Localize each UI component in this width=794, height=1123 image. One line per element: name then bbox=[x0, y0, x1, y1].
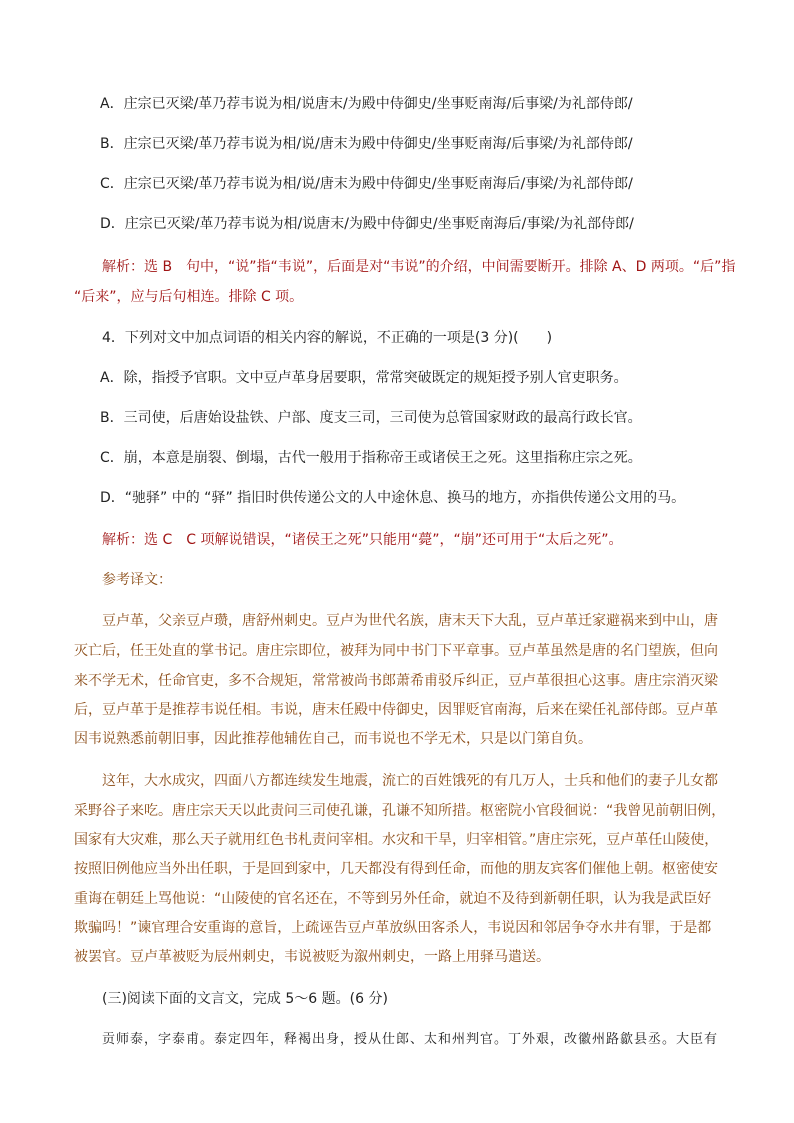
para1-line-5: 因韦说熟悉前朝旧事，因此推荐他辅佐自己，而韦说也不学无术，只是以门第自负。 bbox=[74, 731, 592, 747]
para1-line-2: 灭亡后，任王处直的掌书记。唐庄宗即位，被拜为同中书门下平章事。豆卢革虽然是唐的名门望族，但向 bbox=[74, 643, 718, 659]
para2-line-4: 按照旧例他应当外出任职，于是回到家中，几天都没有得到任命，而他的朋友宾客们催他上朝。枢密使安 bbox=[74, 861, 718, 877]
q3-option-d: D．庄宗已灭梁/革乃荐韦说为相/说唐末/为殿中侍御史/坐事贬南海后/事梁/为礼部侍郎/ bbox=[100, 216, 634, 232]
q3-option-c: C．庄宗已灭梁/革乃荐韦说为相/说/唐末为殿中侍御史/坐事贬南海后/事梁/为礼部侍郎/ bbox=[100, 176, 633, 192]
q4-option-d: D．“驰驿” 中的 “驿” 指旧时供传递公文的人中途休息、换马的地方，亦指供传递公文用的马。 bbox=[100, 490, 686, 506]
para2-line-7: 被罢官。豆卢革被贬为辰州刺史，韦说被贬为溆州刺史，一路上用驿马遣送。 bbox=[74, 949, 550, 965]
q3-option-b: B．庄宗已灭梁/革乃荐韦说为相/说/唐末为殿中侍御史/坐事贬南海/后事梁/为礼部侍郎/ bbox=[100, 136, 633, 152]
q4-analysis: 解析：选 C C 项解说错误，“诸侯王之死”只能用“薨”，“崩”还可用于“太后之死”。 bbox=[102, 532, 623, 548]
q4-option-a: A．除，指授予官职。文中豆卢革身居要职，常常突破既定的规矩授予别人官吏职务。 bbox=[100, 370, 628, 386]
section-3-title: (三)阅读下面的文言文，完成 5～6 题。(6 分) bbox=[102, 991, 388, 1007]
para2-line-5: 重诲在朝廷上骂他说：“山陵使的官名还在，不等到另外任命，就迫不及待到新朝任职，认为我是武臣好 bbox=[74, 891, 712, 907]
q3-analysis-line-2: “后来”，应与后句相连。排除 C 项。 bbox=[74, 289, 304, 305]
classical-text-line-1: 贡师泰，字泰甫。泰定四年，释褐出身，授从仕郎、太和州判官。丁外艰，改徽州路歙县丞。大臣有 bbox=[102, 1032, 719, 1047]
q4-option-b: B．三司使，后唐始设盐铁、户部、度支三司，三司使为总管国家财政的最高行政长官。 bbox=[100, 410, 642, 426]
q4-option-c: C．崩，本意是崩裂、倒塌，古代一般用于指称帝王或诸侯王之死。这里指称庄宗之死。 bbox=[100, 450, 642, 466]
q3-analysis-line-1: 解析：选 B 句中，“说”指“韦说”，后面是对“韦说”的介绍，中间需要断开。排除 A、D 两项。“后”指 bbox=[102, 259, 736, 275]
q4-stem: 4．下列对文中加点词语的相关内容的解说，不正确的一项是(3 分)( ) bbox=[102, 330, 553, 346]
para1-line-4: 后，豆卢革于是推荐韦说任相。韦说，唐末任殿中侍御史，因罪贬官南海，后来在梁任礼部侍郎。豆卢革 bbox=[74, 702, 718, 718]
q3-option-a: A．庄宗已灭梁/革乃荐韦说为相/说唐末/为殿中侍御史/坐事贬南海/后事梁/为礼部侍郎/ bbox=[100, 96, 633, 112]
para2-line-6: 欺骗吗！”谏官理合安重诲的意旨，上疏诬告豆卢革放纵田客杀人，韦说因和邻居争夺水井有罪，于是都 bbox=[74, 920, 712, 936]
para1-line-1: 豆卢革，父亲豆卢瓒，唐舒州刺史。豆卢为世代名族，唐末天下大乱，豆卢革迁家避祸来到中山，唐 bbox=[102, 613, 718, 629]
para2-line-1: 这年，大水成灾，四面八方都连续发生地震，流亡的百姓饿死的有几万人，士兵和他们的妻子儿女都 bbox=[102, 773, 718, 789]
para1-line-3: 来不学无术，任命官吏，多不合规矩，常常被尚书郎萧希甫驳斥纠正，豆卢革很担心这事。唐庄宗消灭梁 bbox=[74, 673, 718, 689]
para2-line-3: 国家有大灾难，那么天子就用红色书札责问宰相。水灾和干旱，归宰相管。”唐庄宗死，豆卢革任山陵使， bbox=[74, 832, 719, 848]
reference-translation-title: 参考译文： bbox=[102, 572, 172, 588]
para2-line-2: 采野谷子来吃。唐庄宗天天以此责问三司使孔谦，孔谦不知所措。枢密院小官段徊说：“我曾见前朝旧例， bbox=[74, 803, 726, 819]
